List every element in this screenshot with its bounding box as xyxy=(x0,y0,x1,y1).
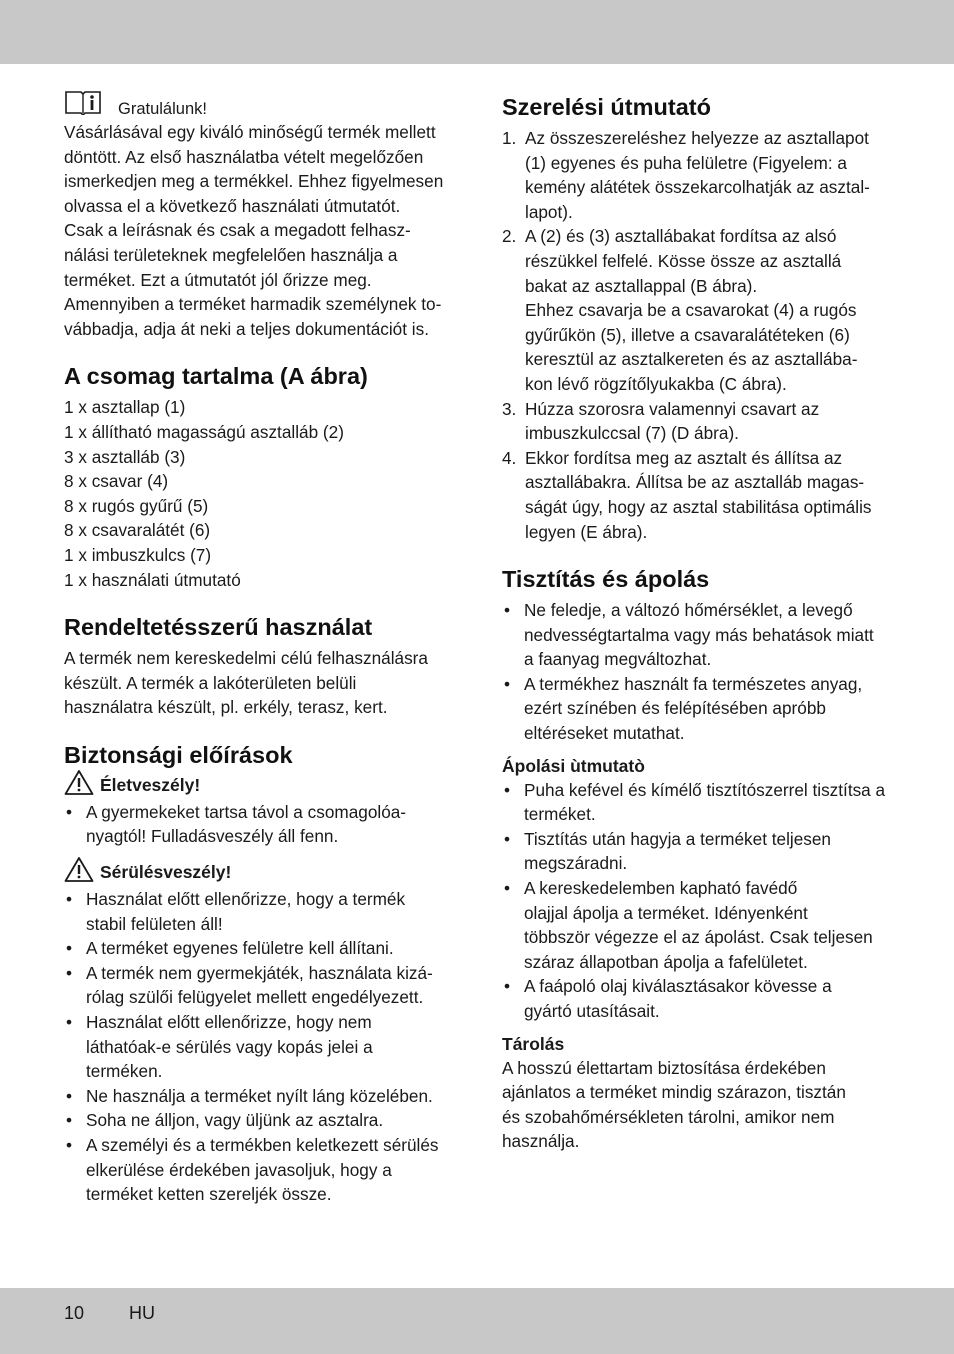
injury-item: • Használat előtt ellenőrizze, hogy nem láthatóak-e sérülés vagy kopás jelei a terméken. xyxy=(66,1012,373,1082)
injury-item: • A terméket egyenes felületre kell állítani. xyxy=(66,938,394,959)
header-bar xyxy=(0,0,954,64)
assembly-step: 2. A (2) és (3) asztallábakat fordítsa az alsó részükkel felfelé. Kösse össze az asztallá bakat az asztallappal (B ábra). Ehhez csavarja be a csavarokat (4) a rugós gyűrűkön (5), illetve a csavaralátéteken (6) keresztül az asztalkereten és az asztallába- kon lévő rögzítőlyukakba (C ábra). xyxy=(502,226,858,394)
storage-text xyxy=(502,1056,894,1154)
intro-line: Vásárlásával egy kiváló minőségű termék mellett xyxy=(64,122,436,142)
assembly-step: 1. Az összeszereléshez helyezze az asztallapot (1) egyenes és puha felületre (Figyelem: a kemény alátétek összekarcolhatják az asztal- lapot). xyxy=(502,128,870,222)
storage-heading: Tárolás xyxy=(502,1033,565,1054)
package-list xyxy=(64,395,459,592)
care-item: • A kereskedelemben kapható favédő olajjal ápolja a terméket. Idényenként többször végezze el az ápolást. Csak teljesen száraz állapotban ápolja a fafelületet. xyxy=(504,878,873,972)
page-number: 10 xyxy=(64,1303,85,1323)
safety-heading: Biztonsági előírások xyxy=(64,741,293,768)
usage-heading: Rendeltetésszerű használat xyxy=(64,614,373,641)
intro-text xyxy=(64,120,459,341)
cleaning-list xyxy=(502,598,894,746)
assembly-step: 4. Ekkor fordítsa meg az asztalt és állítsa az asztallábakra. Állítsa be az asztalláb magas- ságát úgy, hogy az asztal stabilitása optimális legyen (E ábra). xyxy=(502,447,872,542)
cleaning-heading: Tisztítás és ápolás xyxy=(502,566,710,593)
care-item: • A faápoló olaj kiválasztásakor kövesse a gyártó utasításait. xyxy=(504,976,832,1021)
danger-title: Életveszély! xyxy=(100,774,201,795)
intro-header xyxy=(64,92,459,120)
intro-line: döntött. Az első használatba vételt megelőzően xyxy=(64,146,424,167)
package-item: 1 x imbuszkulcs (7) xyxy=(64,544,212,565)
danger-item: • A gyermekeket tartsa távol a csomagolóa- nyagtól! Fulladásveszély áll fenn. xyxy=(66,801,407,847)
usage-line: készült. A termék a lakóterületen belüli xyxy=(64,672,357,693)
package-item: 1 x asztallap (1) xyxy=(64,397,186,418)
intro-line: ismerkedjen meg a termékkel. Ehhez figyelmesen xyxy=(64,171,444,192)
injury-list xyxy=(64,887,459,1207)
intro-line: olvassa el a következő használati útmutatót. xyxy=(64,195,401,216)
warning-triangle-icon xyxy=(64,856,100,888)
package-item: 8 x csavaralátét (6) xyxy=(64,520,211,541)
care-item: • Puha kefével és kímélő tisztítószerrel tisztítsa a terméket. xyxy=(504,779,886,825)
cleaning-item: • Ne feledje, a változó hőmérséklet, a levegő nedvességtartalma vagy más behatások miatt a faanyag megváltozhat. xyxy=(504,600,874,670)
package-item: 8 x csavar (4) xyxy=(64,471,169,492)
storage-line: ajánlatos a terméket mindig szárazon, tisztán xyxy=(502,1082,846,1103)
language-code: HU xyxy=(129,1303,155,1323)
injury-item: • Soha ne álljon, vagy üljünk az asztalra. xyxy=(66,1110,384,1131)
injury-warning xyxy=(64,857,459,887)
intro-line: Csak a leírásnak és csak a megadott felhasz- xyxy=(64,220,411,241)
care-item: • Tisztítás után hagyja a terméket teljesen megszáradni. xyxy=(504,828,831,874)
care-list xyxy=(502,778,894,1024)
usage-text xyxy=(64,646,459,720)
assembly-step: 3. Húzza szorosra valamennyi csavart az imbuszkulccsal (7) (D ábra). xyxy=(502,398,820,444)
package-item: 8 x rugós gyűrű (5) xyxy=(64,495,209,516)
usage-line: használatra készült, pl. erkély, terasz, kert. xyxy=(64,697,388,718)
storage-line: A hosszú élettartam biztosítása érdekében xyxy=(502,1057,826,1078)
package-heading: A csomag tartalma (A ábra) xyxy=(64,363,368,390)
intro-line: vábbadja, adja át neki a teljes dokumentációt is. xyxy=(64,318,429,339)
assembly-heading: Szerelési útmutató xyxy=(502,94,711,120)
assembly-steps xyxy=(502,126,894,544)
cleaning-item: • A termékhez használt fa természetes anyag, ezért színében és felépítésében apróbb eltéréseket mutathat. xyxy=(504,673,863,744)
manual-info-icon xyxy=(64,89,102,120)
usage-line: A termék nem kereskedelmi célú felhasználásra xyxy=(64,648,428,669)
injury-item: • Ne használja a terméket nyílt láng közelében. xyxy=(66,1085,433,1106)
storage-line: és szobahőmérsékleten tárolni, amikor nem xyxy=(502,1106,835,1127)
intro-title: Gratulálunk! xyxy=(118,100,207,118)
intro-line: Amennyiben a terméket harmadik személynek to- xyxy=(64,294,442,315)
right-column xyxy=(502,92,894,1154)
injury-title: Sérülésveszély! xyxy=(100,862,232,883)
care-heading: Ápolási ùtmutatò xyxy=(502,755,645,776)
injury-item: • A termék nem gyermekjáték, használata kizá- rólag szülői felügyelet mellett engedélyezett. xyxy=(66,962,433,1008)
injury-item: • A személyi és a termékben keletkezett sérülés elkerülése érdekében javasoljuk, hogy a terméket ketten szereljék össze. xyxy=(66,1135,439,1205)
injury-item: • Használat előtt ellenőrizze, hogy a termék stabil felületen áll! xyxy=(66,889,406,934)
warning-triangle-icon xyxy=(64,769,100,801)
storage-line: használja. xyxy=(502,1131,580,1152)
intro-line: nálási területeknek megfelelően használja a xyxy=(64,244,398,265)
left-column xyxy=(64,92,459,1207)
danger-warning xyxy=(64,770,459,800)
package-item: 1 x használati útmutató xyxy=(64,569,241,590)
package-item: 1 x állítható magasságú asztalláb (2) xyxy=(64,421,344,442)
danger-list xyxy=(64,800,459,849)
intro-line: terméket. Ezt a útmutatót jól őrizze meg. xyxy=(64,269,372,290)
package-item: 3 x asztalláb (3) xyxy=(64,446,186,467)
